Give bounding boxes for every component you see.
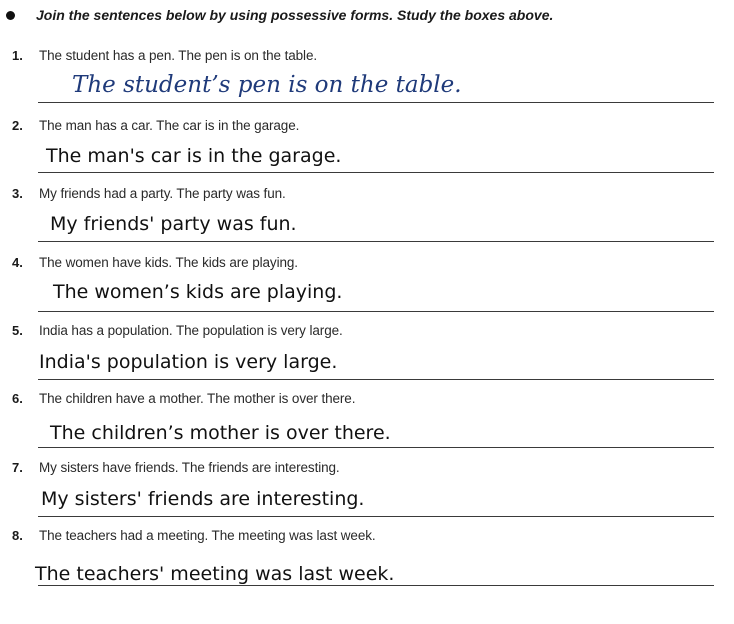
exercise-prompt: India has a population. The population is very large.: [39, 323, 343, 338]
exercise-item-2: [0, 118, 734, 186]
instruction: [6, 4, 553, 26]
answer-line: [38, 585, 714, 586]
exercise-item-1: [0, 48, 734, 116]
exercise-number: 8.: [12, 528, 23, 543]
answer-field[interactable]: The teachers' meeting was last week.: [35, 563, 395, 585]
answer-line: [38, 241, 714, 242]
exercise-prompt: My friends had a party. The party was fun.: [39, 186, 286, 201]
instruction-text: Join the sentences below by using possessive forms. Study the boxes above.: [36, 7, 554, 23]
exercise-item-3: [0, 186, 734, 254]
exercise-number: 2.: [12, 118, 23, 133]
answer-line: [38, 516, 714, 517]
answer-line: [38, 379, 714, 380]
answer-field[interactable]: The women’s kids are playing.: [53, 281, 343, 303]
exercise-number: 1.: [12, 48, 23, 63]
exercise-item-7: [0, 460, 734, 528]
answer-field[interactable]: The student’s pen is on the table.: [72, 72, 462, 98]
exercise-prompt: The teachers had a meeting. The meeting was last week.: [39, 528, 376, 543]
answer-field[interactable]: The man's car is in the garage.: [46, 145, 342, 167]
exercise-prompt: The man has a car. The car is in the garage.: [39, 118, 300, 133]
exercise-prompt: The women have kids. The kids are playing.: [39, 255, 298, 270]
answer-line: [38, 102, 714, 103]
answer-field[interactable]: The children’s mother is over there.: [50, 422, 391, 444]
exercise-prompt: The student has a pen. The pen is on the table.: [39, 48, 318, 63]
exercise-number: 6.: [12, 391, 23, 406]
answer-line: [38, 172, 714, 173]
answer-field[interactable]: My friends' party was fun.: [50, 213, 297, 235]
exercise-number: 4.: [12, 255, 23, 270]
exercise-item-5: [0, 323, 734, 391]
exercise-prompt: The children have a mother. The mother is over there.: [39, 391, 356, 406]
exercise-item-8: [0, 528, 734, 596]
answer-line: [38, 447, 714, 448]
exercise-item-6: [0, 391, 734, 459]
exercise-number: 5.: [12, 323, 23, 338]
exercise-item-4: [0, 255, 734, 323]
exercise-prompt: My sisters have friends. The friends are interesting.: [39, 460, 340, 475]
answer-line: [38, 311, 714, 312]
exercise-number: 7.: [12, 460, 23, 475]
answer-field[interactable]: India's population is very large.: [39, 351, 338, 373]
answer-field[interactable]: My sisters' friends are interesting.: [41, 488, 365, 510]
exercise-number: 3.: [12, 186, 23, 201]
bullet-icon: [6, 11, 15, 20]
